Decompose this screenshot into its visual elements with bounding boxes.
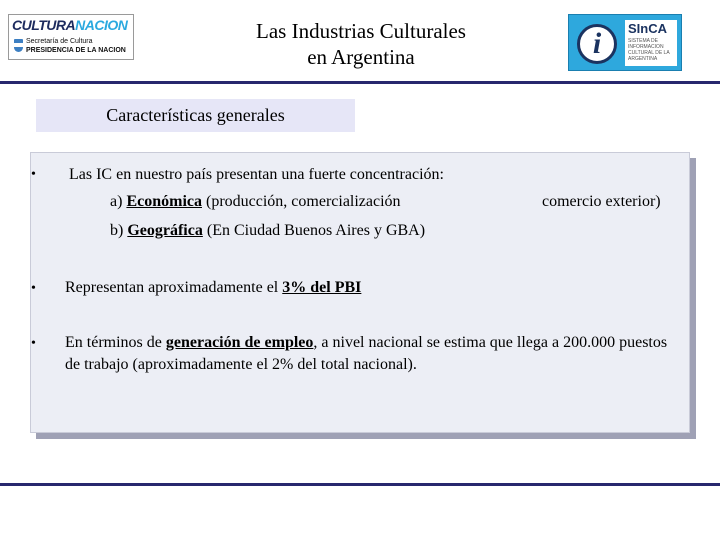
cultura-nacion-logo	[8, 14, 134, 60]
section-heading: Características generales	[36, 99, 355, 132]
info-icon: i	[577, 24, 617, 64]
item1-sub-a: a) Económica (producción, comercialización	[110, 193, 401, 210]
title-line-1: Las Industrias Culturales	[256, 19, 466, 43]
bullet-2: •	[31, 281, 36, 296]
title-line-2: en Argentina	[307, 45, 415, 69]
coat-of-arms-icon	[14, 39, 23, 52]
item1-sub-b: b) Geográfica (En Ciudad Buenos Aires y GBA)	[110, 222, 426, 239]
empleo-term: generación de empleo	[165, 334, 314, 351]
item2-text: Representan aproximadamente el 3% del PBI	[65, 279, 362, 296]
sinca-panel	[625, 20, 677, 66]
content-box	[30, 152, 690, 433]
presidencia-label: PRESIDENCIA DE LA NACION	[26, 47, 126, 54]
secretaria-label: Secretaría de Cultura	[26, 38, 93, 45]
sinca-logo	[568, 14, 682, 71]
header-divider	[0, 81, 720, 84]
sinca-subtitle: SISTEMA DE INFORMACION CULTURAL DE LA ARGENTINA	[628, 38, 670, 62]
bullet-1: •	[31, 167, 36, 182]
bullet-3: •	[31, 336, 36, 351]
pbi-term: 3% del PBI	[282, 279, 362, 296]
page-title	[200, 18, 522, 70]
footer-divider	[0, 483, 720, 486]
sinca-wordmark: SInCA	[628, 21, 667, 36]
geografica-term: Geográfica	[127, 222, 203, 239]
cultura-nacion-wordmark: CULTURANACION	[12, 17, 128, 33]
item1-text: Las IC en nuestro país presentan una fuerte concentración:	[69, 166, 444, 183]
economica-term: Económica	[126, 193, 202, 210]
item3-text: En términos de generación de empleo, a nivel nacional se estima que llega a 200.000 puestos de trabajo (aproximadamente el 2% del total nacional).	[65, 334, 668, 373]
item1-sub-a-tail: comercio exterior)	[542, 193, 661, 210]
